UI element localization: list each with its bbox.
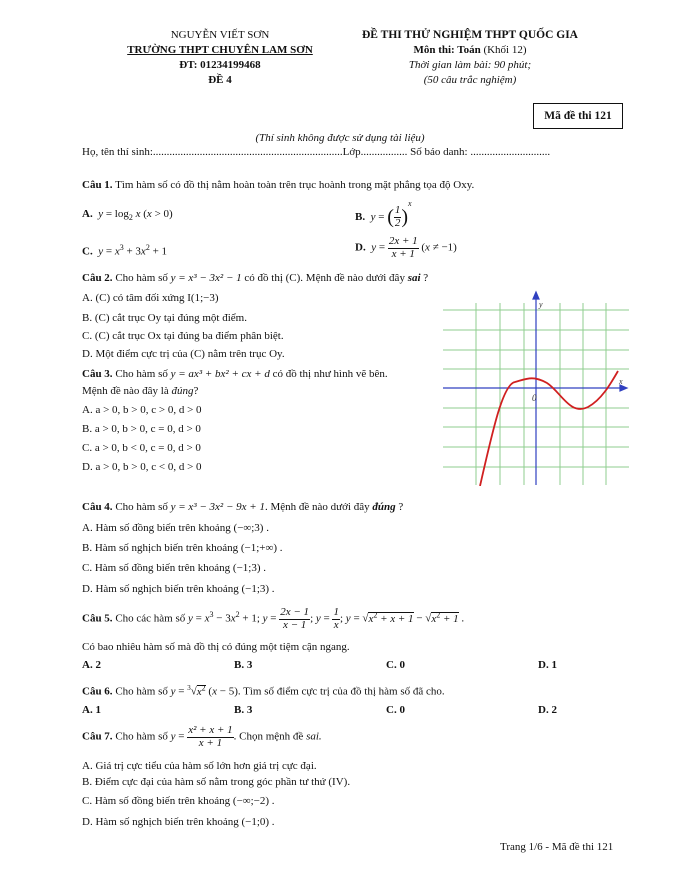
q2-option-c: C. (C) cắt trục Ox tại đúng ba điểm phân biệt. [82,330,284,342]
q2-option-a: A. (C) có tâm đối xứng I(1;−3) [82,292,219,304]
q3-line-2 [82,385,198,397]
q4-end: ? [398,501,404,513]
q4-text-pre: Cho hàm số [115,501,168,513]
question-2 [82,272,428,284]
q3-line2-emph: đúng [171,385,194,397]
q3-text-post: có đồ thị như hình vẽ bên. [272,368,388,380]
exam-set: ĐỀ 4 [208,74,232,86]
q6-option-d: D. 2 [538,704,557,716]
q6-text-post: . Tìm số điểm cực trị của đồ thị hàm số đã cho. [237,685,445,698]
question-7: Câu 7. Cho hàm số y = $\frac{\text{x² + x + 1}}{x + 1}$ . Chọn mệnh đề sai. [82,724,322,749]
q3-option-b: B. a > 0, b > 0, c = 0, d > 0 [82,423,201,435]
q4-option-d: D. Hàm số nghịch biến trên khoảng (−1;3) . [82,583,275,595]
q2-option-d: D. Một điểm cực trị của (C) nằm trên trục Oy. [82,348,285,360]
q7-text-pre: Cho hàm số [115,730,168,743]
q7-label: Câu 7. [82,730,113,743]
q2-end: ? [423,272,429,284]
q1-text: Tìm hàm số có đồ thị nằm hoàn toàn trên trục hoành trong mặt phẳng tọa độ Oxy. [115,179,475,191]
page-footer: Trang 1/6 - Mã đề thi 121 [500,841,614,853]
q3-label: Câu 3. [82,368,113,380]
exam-title: ĐỀ THI THỬ NGHIỆM THPT QUỐC GIA [362,29,578,41]
q2-emph: sai [407,272,421,284]
question-6: Câu 6. Cho hàm số $y = ^3√x^2$ (x − 5). Tìm số điểm cực trị của đồ thị hàm số đã cho. [82,683,445,698]
graph-axes [443,292,627,485]
subject-label: Môn thi: Toán [413,44,481,56]
y-axis-label: y [539,300,543,309]
question-5: Câu 5. Cho các hàm số $y = x^3 - 3x^2 + 1$; y = $\frac{2x - 1}{x - 1}$ ; y = $\frac{1}{x}$ ; $y = √x^2 + x + 1 - √x^2 + 1$ . [82,606,465,631]
q5-option-a: A. 2 [82,659,101,671]
q7-option-a: A. Giá trị cực tiểu của hàm số lớn hơn giá trị cực đại. [82,760,317,772]
q2-option-b: B. (C) cắt trục Oy tại đúng một điểm. [82,312,247,324]
question-1 [82,179,474,191]
question-4 [82,501,403,513]
q7-option-c: C. Hàm số đồng biến trên khoảng (−∞;−2) . [82,795,275,807]
q7-emph: sai. [306,730,322,743]
q4-option-b: B. Hàm số nghịch biến trên khoảng (−1;+∞) . [82,542,283,554]
q6-option-c: C. 0 [386,704,405,716]
q4-formula: y = x³ − 3x² − 9x + 1 [170,501,265,513]
note: (Thí sinh không được sử dụng tài liệu) [255,132,425,144]
q3-line2-pre: Mệnh đề nào đây là [82,385,169,397]
exam-code-box: Mã đề thi 121 [533,103,623,129]
q1-option-a: A. $y = \log_2 x$ (x > 0) [82,208,173,223]
exam-time: Thời gian làm bài: 90 phút; [408,59,532,71]
author: NGUYỄN VIẾT SƠN [170,29,270,41]
q3-formula: y = ax³ + bx² + cx + d [170,368,270,380]
q3-text-pre: Cho hàm số [115,368,168,380]
q2-text-pre: Cho hàm số [115,272,168,284]
q3-option-c: C. a > 0, b < 0, c = 0, d > 0 [82,442,201,454]
q3-option-a: A. a > 0, b > 0, c > 0, d > 0 [82,404,202,416]
q1-option-c: C. $y = x^3 + 3x^2 + 1$ [82,243,168,258]
q2-formula: y = x³ − 3x² − 1 [170,272,242,284]
q4-text-post: . Mệnh đề nào dưới đây [264,501,370,513]
q7-option-b: B. Điểm cực đại của hàm số nằm trong góc phần tư thứ (IV). [82,776,351,788]
q4-label: Câu 4. [82,501,113,513]
subject [330,44,610,56]
q1-c-label: C. [82,245,93,258]
q1-a-label: A. [82,208,93,220]
subject-grade: (Khối 12) [483,44,527,56]
q5-option-c: C. 0 [386,659,405,671]
x-axis-label: x [619,377,623,386]
q5-option-b: B. 3 [234,659,253,671]
q3-option-d: D. a > 0, b > 0, c < 0, d > 0 [82,461,202,473]
q7-option-d: D. Hàm số nghịch biến trên khoảng (−1;0) . [82,816,275,828]
q4-emph: đúng [372,501,396,513]
q3-line2-end: ? [193,385,199,397]
question-count: (50 câu trắc nghiệm) [423,74,517,86]
q5-line-2: Có bao nhiêu hàm số mà đồ thị có đúng một tiệm cận ngang. [82,641,350,653]
q1-b-label: B. [355,211,366,223]
q1-label: Câu 1. [82,179,113,191]
q7-text-post: . Chọn mệnh đề [233,730,304,743]
question-3 [82,368,388,380]
origin-label: 0 [532,393,537,403]
q6-option-a: A. 1 [82,704,101,716]
cubic-graph [443,289,631,486]
student-info-line: Họ, tên thí sinh:.....................................................................Lớp................. Số báo danh: ............................. [82,146,551,158]
q6-text-pre: Cho hàm số [115,685,168,698]
q5-text-pre: Cho các hàm số [115,612,186,625]
q1-d-label: D. [355,241,366,254]
school: TRƯỜNG THPT CHUYÊN LAM SƠN [127,44,313,56]
q1-option-d: D. y = $\frac{2x + 1}{x + 1}$ (x ≠ −1) [355,235,457,260]
q1-option-b: B. y = ( $\frac{1}{2}$ )$^x$ [355,199,412,229]
q5-label: Câu 5. [82,612,113,625]
q2-text-post: có đồ thị (C). Mệnh đề nào dưới đây [244,272,405,284]
q5-option-d: D. 1 [538,659,557,671]
q6-label: Câu 6. [82,685,113,698]
y-axis-arrow [533,292,539,299]
q4-option-a: A. Hàm số đồng biến trên khoảng (−∞;3) . [82,522,269,534]
q4-option-c: C. Hàm số đồng biến trên khoảng (−1;3) . [82,562,267,574]
q6-option-b: B. 3 [234,704,253,716]
q2-label: Câu 2. [82,272,113,284]
phone: ĐT: 01234199468 [179,59,261,71]
